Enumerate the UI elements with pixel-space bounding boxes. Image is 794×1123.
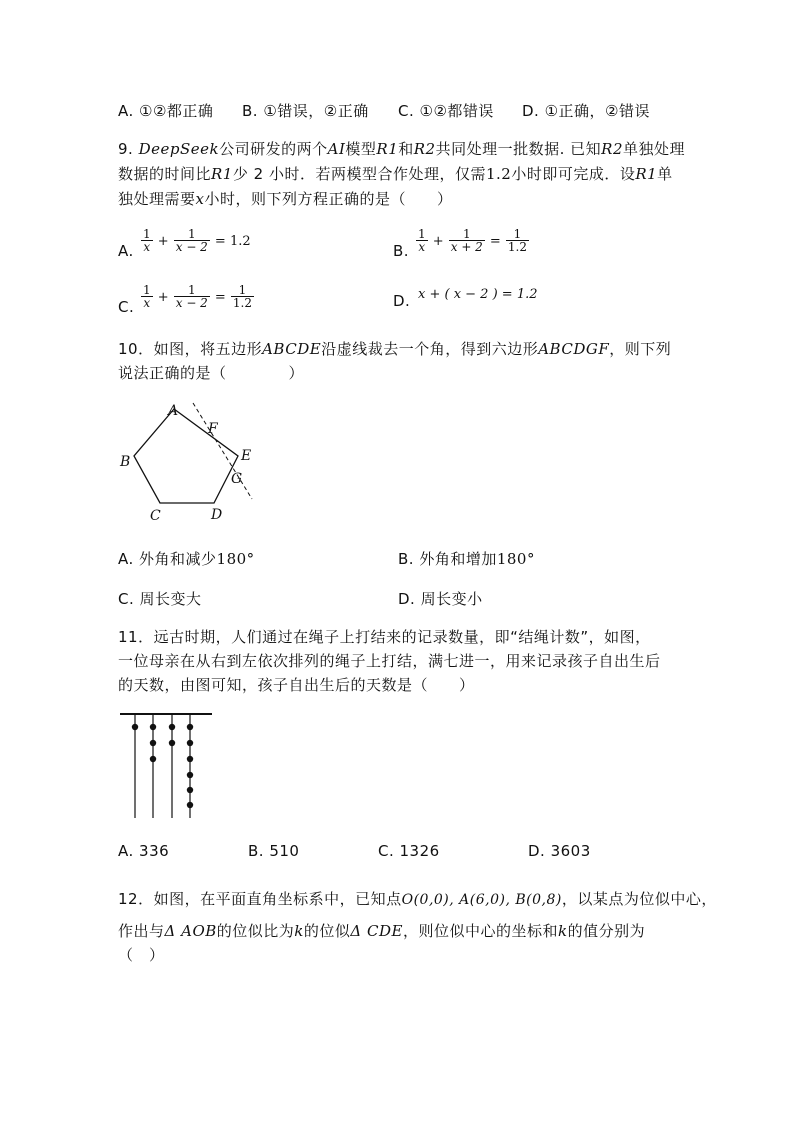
q9-text: 单独处理 xyxy=(623,140,686,158)
degree-value: 180° xyxy=(496,550,535,568)
q9-number: 9. xyxy=(118,140,134,158)
numerator: 1 xyxy=(506,228,529,241)
q11-option-a: A. 336 xyxy=(118,842,170,860)
q9-line-3 xyxy=(118,188,453,209)
q10-option-d: D. 周长变小 xyxy=(398,590,483,608)
knot xyxy=(187,772,193,778)
q9-x: x xyxy=(195,190,205,208)
q12-text: ，则位似中心的坐标和 xyxy=(402,922,558,940)
q12-text: 的位似 xyxy=(303,922,351,940)
q8-option-a: A. ①②都正确 xyxy=(118,102,214,120)
q9-line-2 xyxy=(118,163,673,184)
knot xyxy=(187,802,193,808)
pentagon-figure xyxy=(110,395,270,525)
q9-text: 和 xyxy=(398,140,414,158)
q9-r1: R1 xyxy=(635,165,658,183)
q9-text: 公司研发的两个 xyxy=(219,140,328,158)
knot xyxy=(187,724,193,730)
q12-text: ，以某点为位似中心， xyxy=(561,890,717,908)
numerator: 1 xyxy=(231,284,254,297)
denominator: 1.2 xyxy=(507,240,528,254)
numerator: 1 xyxy=(143,227,151,241)
knot xyxy=(187,787,193,793)
q12-k: k xyxy=(294,922,304,940)
rhs: = 1.2 xyxy=(214,234,251,249)
q8-option-c: C. ①②都错误 xyxy=(398,102,494,120)
label-a: A xyxy=(168,403,179,419)
q9-option-a-equation xyxy=(141,228,251,253)
pentagon-outline xyxy=(134,409,238,503)
q9-text: 独处理需要 xyxy=(118,190,196,208)
q9-line-1 xyxy=(118,138,685,159)
label-e: E xyxy=(241,448,252,464)
q9-ai: AI xyxy=(327,140,346,158)
denominator: x xyxy=(143,296,151,310)
knot xyxy=(150,740,156,746)
denominator: x − 2 xyxy=(175,296,208,310)
q9-r1: R1 xyxy=(376,140,399,158)
q9-value: 1.2 xyxy=(485,165,512,183)
q9-option-d-equation: x + ( x − 2 ) = 1.2 xyxy=(418,287,538,302)
q10-line-1 xyxy=(118,338,671,359)
knot xyxy=(150,756,156,762)
q9-deepseek: DeepSeek xyxy=(138,140,220,158)
q9-option-b-label: B. xyxy=(393,242,410,260)
numerator: 1 xyxy=(418,227,426,241)
knot xyxy=(132,724,138,730)
q10-pentagon-name: ABCDE xyxy=(262,340,322,358)
label-f: F xyxy=(208,421,218,437)
q11-line-2: 一位母亲在从右到左依次排列的绳子上打结，满七进一，用来记录孩子自出生后 xyxy=(118,652,661,670)
denominator: 1.2 xyxy=(232,296,253,310)
q12-text: 的值分别为 xyxy=(567,922,646,940)
equals-sign: = xyxy=(214,290,226,305)
label-c: C xyxy=(150,508,161,524)
numerator: 1 xyxy=(174,228,210,241)
denominator: x + 2 xyxy=(450,240,483,254)
q12-line-1 xyxy=(118,888,717,909)
q9-option-c-equation xyxy=(141,284,254,309)
denominator: x xyxy=(143,240,151,254)
q10-option-a-text: A. 外角和减少 xyxy=(118,550,217,568)
q9-text: 少 2 小时．若两模型合作处理，仅需 xyxy=(232,165,486,183)
q10-text: 沿虚线裁去一个角，得到六边形 xyxy=(321,340,539,358)
q12-triangle-cde: Δ CDE xyxy=(350,922,403,940)
q11-line-3: 的天数，由图可知，孩子自出生后的天数是（ ） xyxy=(118,676,475,694)
q10-line-2: 说法正确的是（ ） xyxy=(118,364,305,382)
q11-option-d: D. 3603 xyxy=(528,842,591,860)
q12-line-2 xyxy=(118,920,645,941)
plus-sign: + xyxy=(432,234,444,249)
equals-sign: = xyxy=(489,234,501,249)
q9-text: 单 xyxy=(657,165,673,183)
q9-text: 数据的时间比 xyxy=(118,165,212,183)
q12-k: k xyxy=(557,922,568,940)
q12-triangle-aob: Δ AOB xyxy=(164,922,217,940)
q9-text: 小时即可完成．设 xyxy=(511,165,636,183)
denominator: x − 2 xyxy=(175,240,208,254)
q11-option-b: B. 510 xyxy=(248,842,300,860)
q11-line-1: 11．远古时期，人们通过在绳子上打结来的记录数量，即“结绳计数”，如图， xyxy=(118,628,651,646)
numerator: 1 xyxy=(143,283,151,297)
q11-option-c: C. 1326 xyxy=(378,842,440,860)
knot xyxy=(169,724,175,730)
plus-sign: + xyxy=(157,234,169,249)
label-d: D xyxy=(211,507,223,523)
q10-text: ，则下列 xyxy=(609,340,672,358)
q10-text: 10．如图，将五边形 xyxy=(118,340,263,358)
knot xyxy=(187,740,193,746)
q12-text: 作出与 xyxy=(118,922,165,940)
knot xyxy=(150,724,156,730)
knot-rope-figure xyxy=(115,705,220,823)
q10-hexagon-name: ABCDGF xyxy=(538,340,610,358)
numerator: 1 xyxy=(449,228,485,241)
q10-option-a xyxy=(118,548,255,569)
q9-option-c-label: C. xyxy=(118,298,135,316)
degree-value: 180° xyxy=(216,550,255,568)
q10-option-c: C. 周长变大 xyxy=(118,590,202,608)
q9-option-a-label: A. xyxy=(118,242,134,260)
denominator: x xyxy=(418,240,426,254)
q9-option-d-label: D. xyxy=(393,292,411,310)
label-b: B xyxy=(120,454,131,470)
label-g: G xyxy=(231,471,243,487)
q9-text: 小时，则下列方程正确的是（ ） xyxy=(204,190,453,208)
q9-text: 共同处理一批数据. 已知 xyxy=(435,140,602,158)
knot xyxy=(169,740,175,746)
q9-text: 模型 xyxy=(345,140,377,158)
knot xyxy=(187,756,193,762)
q10-option-b-text: B. 外角和增加 xyxy=(398,550,497,568)
q12-points: O(0,0), A(6,0), B(0,8) xyxy=(401,892,562,908)
q8-option-d: D. ①正确，②错误 xyxy=(522,102,650,120)
q10-option-b xyxy=(398,548,535,569)
q12-text: 的位似比为 xyxy=(216,922,295,940)
q9-r1: R1 xyxy=(211,165,233,183)
numerator: 1 xyxy=(174,284,210,297)
q9-r2: R2 xyxy=(601,140,623,158)
q9-r2: R2 xyxy=(413,140,436,158)
plus-sign: + xyxy=(157,290,169,305)
q8-option-b: B. ①错误，②正确 xyxy=(242,102,369,120)
q9-option-b-equation xyxy=(416,228,529,253)
q12-text: 12．如图，在平面直角坐标系中，已知点 xyxy=(118,890,402,908)
q12-line-3: （ ） xyxy=(118,946,165,964)
